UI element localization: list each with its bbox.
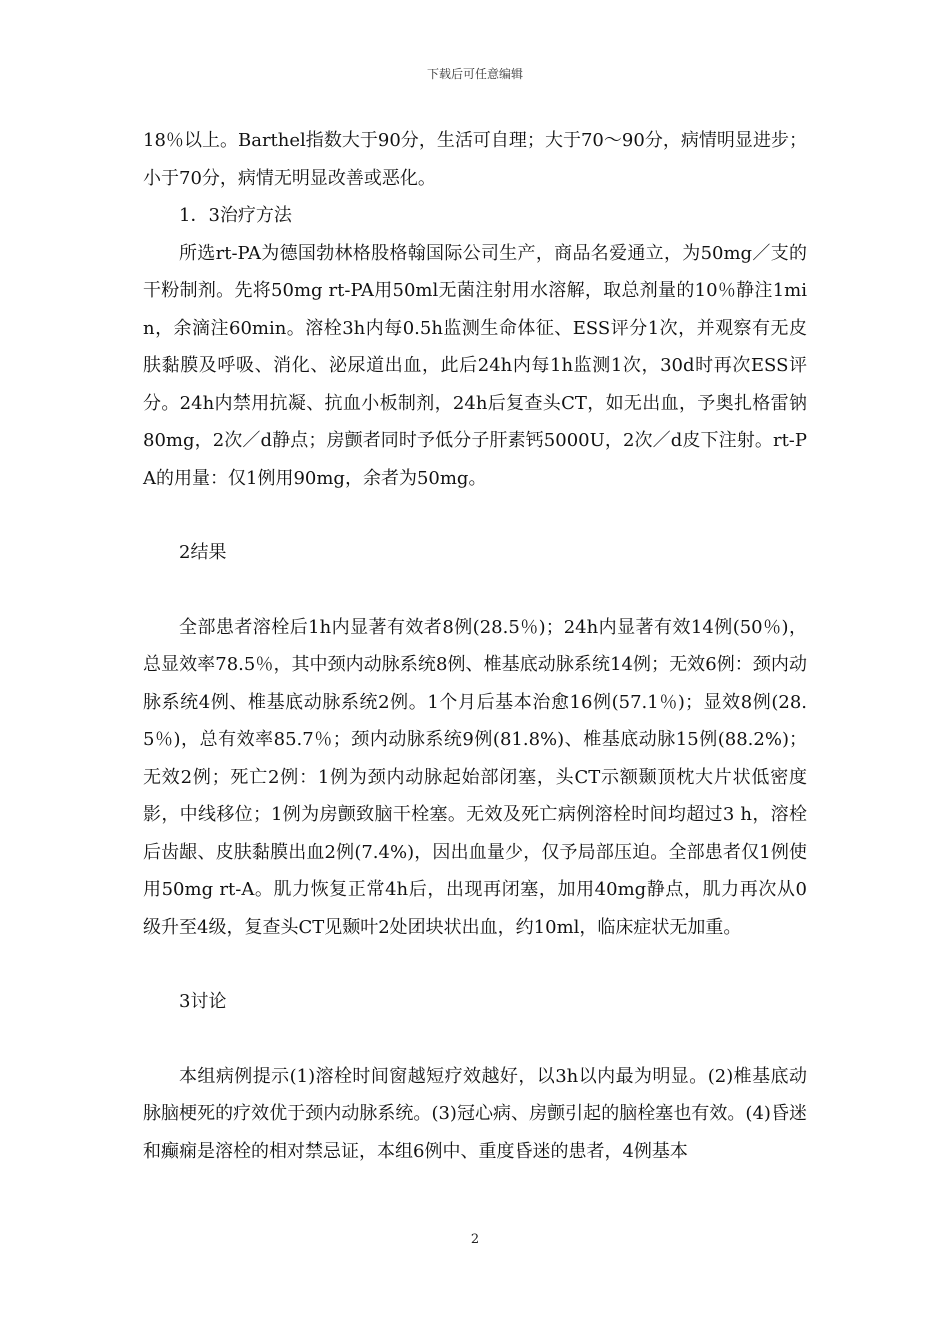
page-header: 下载后可任意编辑: [426, 67, 523, 81]
page-number: 2: [470, 1232, 480, 1247]
document-body: [143, 122, 807, 1170]
section-heading-discussion: 3讨论: [179, 991, 227, 1012]
paragraph-results: 全部患者溶栓后1h内显著有效者8例(28.5％)；24h内显著有效14例(50％)，总显效率78.5％，其中颈内动脉系统8例、椎基底动脉系统14例；无效6例：颈内动脉系统4例、椎基底动脉系统2例。1个月后基本治愈16例(57.1％)；显效8例(28.5％)，总有效率85.7％；颈内动脉系统9例(81.8%)、椎基底动脉15例(88.2%)；无效2例；死亡2例：1例为颈内动脉起始部闭塞，头CT示额颞顶枕大片状低密度影，中线移位；1例为房颤致脑干栓塞。无效及死亡病例溶栓时间均超过3 h，溶栓后齿龈、皮肤黏膜出血2例(7.4%)，因出血量少，仅予局部压迫。全部患者仅1例使用50mg rt-A。肌力恢复正常4h后，出现再闭塞，加用40mg静点，肌力再次从0级升至4级，复查头CT见颞叶2处团块状出血，约10ml，临床症状无加重。: [143, 616, 807, 938]
paragraph-treatment-method: 所选rt-PA为德国勃林格股格翰国际公司生产，商品名爱通立，为50mg／支的干粉制剂。先将50mg rt-PA用50ml无菌注射用水溶解，取总剂量的10％静注1min，余滴注60min。溶栓3h内每0.5h监测生命体征、ESS评分1次，并观察有无皮肤黏膜及呼吸、消化、泌尿道出血，此后24h内每1h监测1次，30d时再次ESS评分。24h内禁用抗凝、抗血小板制剂，24h后复查头CT，如无出血，予奥扎格雷钠80mg，2次／d静点；房颤者同时予低分子肝素钙5000U，2次／d皮下注射。rt-PA的用量：仅1例用90mg，余者为50mg。: [143, 242, 807, 489]
paragraph-discussion: 本组病例提示(1)溶栓时间窗越短疗效越好，以3h以内最为明显。(2)椎基底动脉脑梗死的疗效优于颈内动脉系统。(3)冠心病、房颤引起的脑栓塞也有效。(4)昏迷和癫痫是溶栓的相对禁忌证，本组6例中、重度昏迷的患者，4例基本: [143, 1065, 807, 1162]
paragraph-continuation: 18％以上。Barthel指数大于90分，生活可自理；大于70～90分，病情明显进步；小于70分，病情无明显改善或恶化。: [143, 130, 807, 189]
section-heading-1-3: 1．3治疗方法: [179, 205, 292, 226]
section-heading-results: 2结果: [179, 542, 227, 563]
